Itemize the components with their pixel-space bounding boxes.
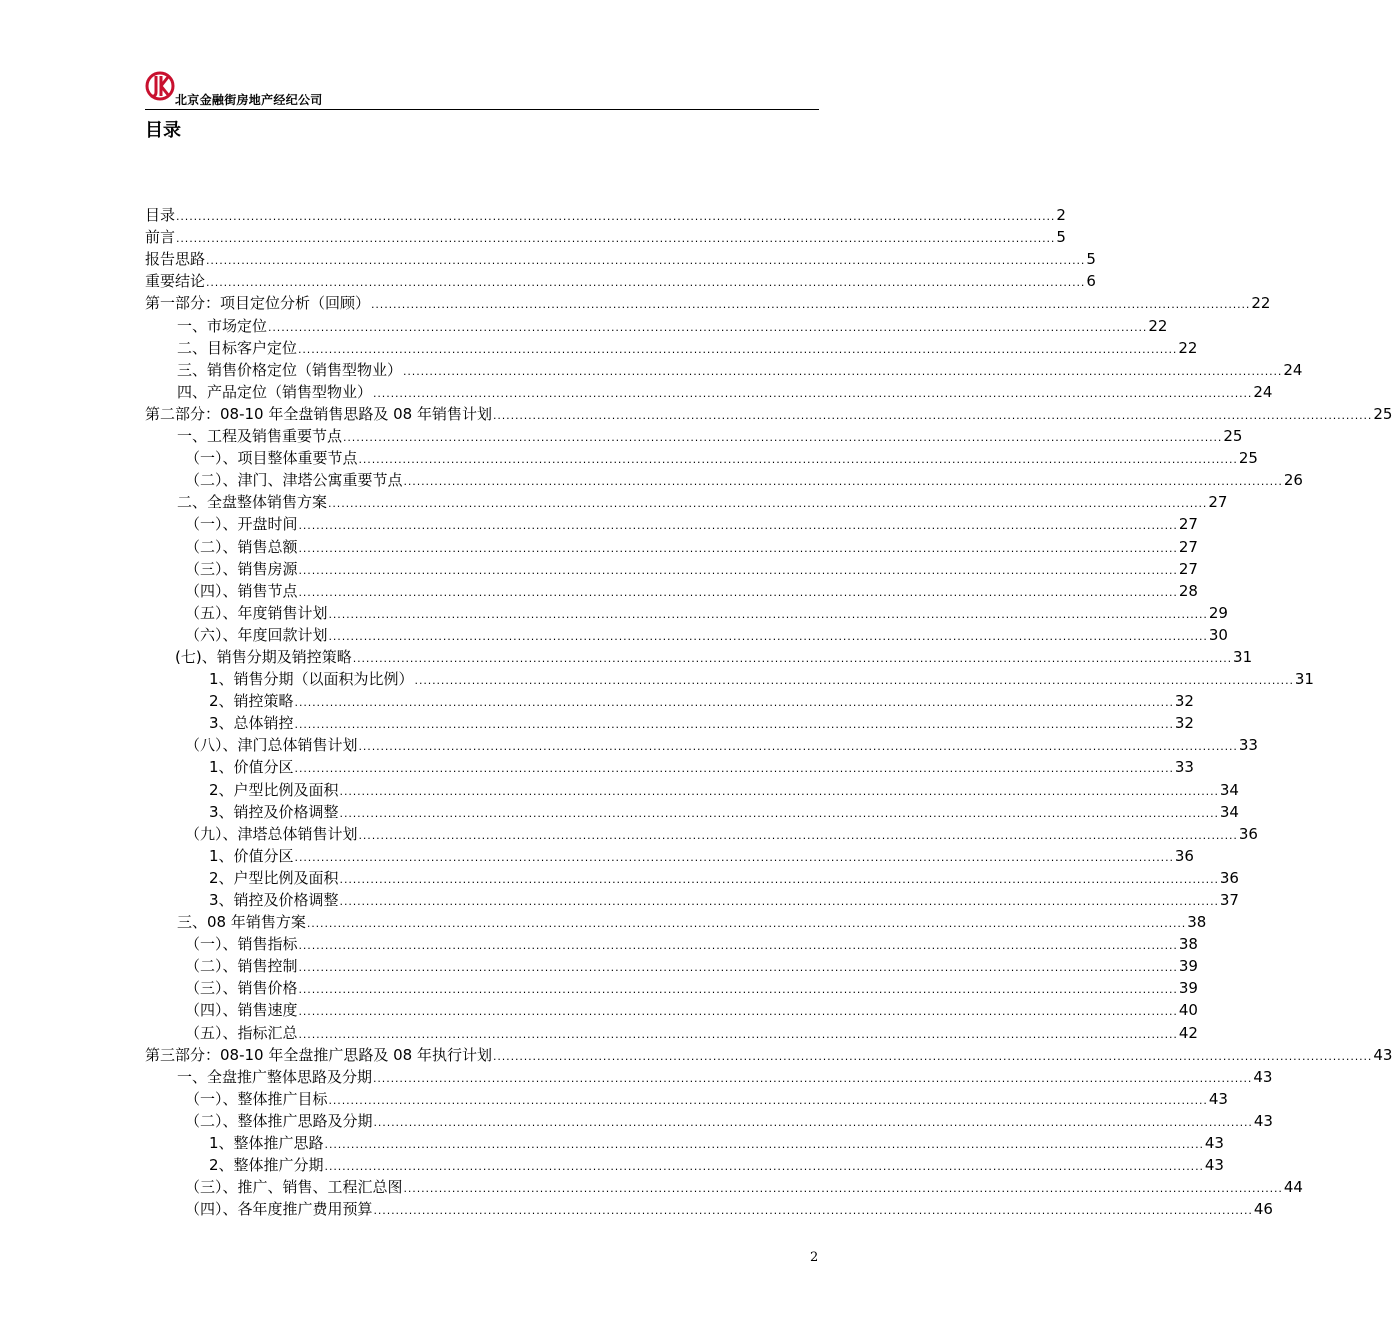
toc-entry[interactable] [145,1109,1273,1131]
toc-leader-dots: ........................................................................................................................................................................................................ [339,895,1219,908]
toc-leader-dots: ........................................................................................................................................................................................................ [324,1138,1204,1152]
toc-entry-page: 27 [1208,493,1228,512]
toc-leader-dots: ........................................................................................................................................................................................................ [294,696,1174,710]
toc-leader-dots: ........................................................................................................................................................................................................ [358,828,1238,842]
toc-entry-label: （四）、销售速度 [185,1001,298,1020]
toc-entry-label: 3、销控及价格调整 [209,891,339,909]
toc-entry-label: （三）、销售房源 [185,559,298,578]
toc-entry-page: 24 [1253,382,1273,401]
toc-leader-dots: ........................................................................................................................................................................................................ [492,1049,1373,1063]
toc-entry[interactable] [145,446,1258,468]
toc-entry-page: 38 [1178,935,1198,954]
table-of-contents [145,203,1392,1219]
toc-entry-label: (七)、销售分期及销控策略 [175,647,352,666]
toc-entry-page: 44 [1283,1178,1303,1197]
toc-entry-page: 37 [1219,891,1239,909]
toc-entry[interactable] [145,1043,1392,1065]
toc-entry-page: 43 [1253,1067,1273,1086]
toc-entry-label: 前言 [145,228,176,247]
toc-leader-dots: ........................................................................................................................................................................................................ [298,1027,1178,1041]
toc-entry-label: 目录 [145,206,176,225]
toc-leader-dots: ........................................................................................................................................................................................................ [298,1005,1178,1019]
toc-entry-page: 32 [1174,714,1194,733]
toc-leader-dots: ........................................................................................................................................................................................................ [328,497,1208,511]
toc-leader-dots: ........................................................................................................................................................................................................ [298,541,1178,555]
toc-entry-label: 3、总体销控 [209,714,294,733]
toc-entry-label: 一、工程及销售重要节点 [177,427,343,446]
toc-entry-label: 3、销控及价格调整 [209,802,339,821]
toc-leader-dots: ........................................................................................................................................................................................................ [206,276,1086,290]
toc-leader-dots: ........................................................................................................................................................................................................ [339,872,1219,886]
toc-entry-label: 重要结论 [145,272,206,291]
toc-entry[interactable] [145,976,1198,998]
toc-entry[interactable] [145,225,1066,247]
toc-entry[interactable] [145,203,1066,225]
toc-entry-label: （一）、销售指标 [185,935,298,954]
toc-entry-label: 1、整体推广思路 [209,1134,324,1153]
toc-entry[interactable] [145,755,1194,777]
toc-entry-page: 39 [1178,957,1198,976]
toc-entry-page: 38 [1187,913,1207,932]
toc-entry[interactable] [145,424,1243,446]
header-rule [145,109,819,110]
toc-entry[interactable] [145,336,1198,358]
toc-leader-dots: ........................................................................................................................................................................................................ [176,210,1056,224]
toc-entry[interactable] [145,601,1228,623]
toc-entry[interactable] [145,888,1239,910]
toc-entry[interactable] [145,623,1228,645]
toc-entry-page: 24 [1283,360,1303,379]
toc-entry[interactable] [145,711,1194,733]
toc-leader-dots: ........................................................................................................................................................................................................ [328,1093,1208,1107]
toc-leader-dots: ........................................................................................................................................................................................................ [403,1182,1283,1196]
toc-entry[interactable] [145,998,1198,1020]
toc-leader-dots: ........................................................................................................................................................................................................ [352,651,1233,665]
toc-entry-page: 32 [1174,692,1194,711]
toc-entry[interactable] [145,1131,1224,1153]
toc-entry[interactable] [145,645,1253,667]
toc-leader-dots: ........................................................................................................................................................................................................ [294,762,1174,776]
toc-entry[interactable] [145,800,1239,822]
toc-entry-label: （一）、开盘时间 [185,515,298,534]
toc-leader-dots: ........................................................................................................................................................................................................ [298,342,1178,356]
toc-entry[interactable] [145,534,1198,556]
toc-entry-page: 36 [1219,868,1239,887]
toc-entry-label: （二）、整体推广思路及分期 [185,1111,373,1130]
toc-entry-page: 27 [1178,515,1198,534]
toc-leader-dots: ........................................................................................................................................................................................................ [358,453,1238,467]
toc-entry-page: 43 [1253,1111,1273,1130]
toc-entry-page: 46 [1253,1200,1273,1219]
toc-entry[interactable] [145,557,1198,579]
toc-leader-dots: ........................................................................................................................................................................................................ [298,939,1178,953]
toc-entry[interactable] [145,313,1168,335]
toc-entry-label: 四、产品定位（销售型物业） [177,382,373,401]
page-number: 2 [810,1250,819,1265]
toc-entry-page: 25 [1223,427,1243,446]
toc-entry-label: 2、户型比例及面积 [209,868,339,887]
toc-entry[interactable] [145,402,1392,424]
toc-entry-label: 二、目标客户定位 [177,338,298,357]
toc-entry-label: 第三部分：08-10 年全盘推广思路及 08 年执行计划 [145,1045,492,1064]
toc-entry-page: 26 [1283,471,1303,490]
toc-entry-label: （六）、年度回款计划 [185,625,328,644]
toc-entry[interactable] [145,1087,1228,1109]
toc-entry[interactable] [145,579,1198,601]
toc-leader-dots: ........................................................................................................................................................................................................ [298,519,1178,533]
toc-entry-label: （八）、津门总体销售计划 [185,736,358,755]
toc-leader-dots: ........................................................................................................................................................................................................ [298,983,1178,997]
toc-entry-label: 1、价值分区 [209,758,294,777]
company-name: 北京金融街房地产经纪公司 [175,93,323,107]
toc-entry-label: （五）、指标汇总 [185,1023,298,1042]
toc-entry-label: 第一部分：项目定位分析（回顾） [145,294,371,313]
toc-leader-dots: ........................................................................................................................................................................................................ [324,1160,1204,1174]
toc-entry-page: 43 [1204,1156,1224,1175]
toc-entry-page: 43 [1204,1134,1224,1153]
toc-entry-label: （四）、各年度推广费用预算 [185,1200,373,1219]
toc-entry[interactable] [145,1020,1198,1042]
page-title: 目录 [145,120,181,141]
toc-entry-page: 40 [1178,1001,1198,1020]
toc-entry-page: 22 [1148,316,1168,335]
toc-entry-page: 34 [1219,802,1239,821]
toc-entry-page: 28 [1178,581,1198,600]
toc-entry-label: 1、销售分期（以面积为比例） [209,670,414,689]
toc-entry-label: （二）、销售总额 [185,537,298,556]
toc-leader-dots: ........................................................................................................................................................................................................ [403,364,1283,378]
toc-entry[interactable] [145,1153,1224,1175]
toc-entry-label: 1、价值分区 [209,846,294,865]
toc-leader-dots: ........................................................................................................................................................................................................ [298,961,1178,975]
toc-leader-dots: ........................................................................................................................................................................................................ [371,298,1251,312]
toc-entry[interactable] [145,468,1303,490]
toc-leader-dots: ........................................................................................................................................................................................................ [492,408,1373,422]
toc-leader-dots: ........................................................................................................................................................................................................ [414,674,1294,688]
toc-leader-dots: ........................................................................................................................................................................................................ [358,740,1238,754]
toc-entry-page: 27 [1178,559,1198,578]
toc-leader-dots: ........................................................................................................................................................................................................ [403,475,1283,489]
toc-leader-dots: ........................................................................................................................................................................................................ [176,232,1056,246]
toc-entry-label: 2、销控策略 [209,692,294,711]
toc-entry[interactable] [145,1197,1273,1219]
toc-leader-dots: ........................................................................................................................................................................................................ [373,1204,1253,1218]
toc-leader-dots: ........................................................................................................................................................................................................ [294,850,1174,864]
toc-entry[interactable] [145,866,1239,888]
toc-entry-page: 31 [1294,670,1314,689]
toc-entry-label: 三、08 年销售方案 [177,913,306,932]
toc-entry-label: 三、销售价格定位（销售型物业） [177,360,403,379]
toc-entry-label: 二、全盘整体销售方案 [177,493,328,512]
toc-entry-label: （三）、推广、销售、工程汇总图 [185,1178,403,1197]
toc-leader-dots: ........................................................................................................................................................................................................ [306,917,1187,931]
toc-leader-dots: ........................................................................................................................................................................................................ [373,1115,1253,1129]
toc-leader-dots: ........................................................................................................................................................................................................ [339,806,1219,820]
toc-entry-label: （四）、销售节点 [185,581,298,600]
page-header [145,66,819,110]
toc-entry[interactable] [145,1065,1273,1087]
toc-entry[interactable] [145,490,1228,512]
toc-entry[interactable] [145,380,1273,402]
toc-entry-page: 31 [1233,647,1253,666]
toc-entry-label: 2、户型比例及面积 [209,780,339,799]
toc-entry-page: 42 [1178,1023,1198,1042]
toc-leader-dots: ........................................................................................................................................................................................................ [373,386,1253,400]
toc-entry-page: 22 [1251,294,1271,313]
toc-entry[interactable] [145,291,1271,313]
toc-entry-page: 36 [1238,824,1258,843]
toc-leader-dots: ........................................................................................................................................................................................................ [268,320,1148,334]
toc-entry-page: 36 [1174,846,1194,865]
toc-entry-page: 34 [1219,780,1239,799]
toc-entry-page: 30 [1208,625,1228,644]
toc-leader-dots: ........................................................................................................................................................................................................ [373,1071,1253,1085]
toc-entry[interactable] [145,667,1314,689]
toc-entry-page: 25 [1373,404,1392,423]
toc-entry-page: 33 [1174,758,1194,777]
toc-entry-page: 29 [1208,603,1228,622]
toc-entry-page: 5 [1086,250,1096,269]
toc-entry-page: 22 [1178,338,1198,357]
toc-entry-label: 2、整体推广分期 [209,1156,324,1175]
toc-entry[interactable] [145,777,1239,799]
toc-leader-dots: ........................................................................................................................................................................................................ [328,629,1208,643]
toc-entry-page: 2 [1056,206,1066,225]
toc-entry-label: （二）、津门、津塔公寓重要节点 [185,471,403,490]
toc-leader-dots: ........................................................................................................................................................................................................ [294,718,1174,732]
toc-leader-dots: ........................................................................................................................................................................................................ [298,563,1178,577]
toc-entry-label: （一）、项目整体重要节点 [185,449,358,468]
toc-entry-label: 一、市场定位 [177,316,268,335]
toc-leader-dots: ........................................................................................................................................................................................................ [298,585,1178,599]
toc-entry-label: 报告思路 [145,250,206,269]
toc-leader-dots: ........................................................................................................................................................................................................ [339,784,1219,798]
toc-entry[interactable] [145,269,1096,291]
toc-entry[interactable] [145,733,1258,755]
toc-entry-label: （三）、销售价格 [185,979,298,998]
toc-entry-page: 27 [1178,537,1198,556]
toc-entry[interactable] [145,247,1096,269]
toc-entry[interactable] [145,689,1194,711]
toc-entry[interactable] [145,932,1198,954]
toc-entry-label: （一）、整体推广目标 [185,1089,328,1108]
toc-entry-page: 43 [1208,1089,1228,1108]
toc-entry-label: 一、全盘推广整体思路及分期 [177,1067,373,1086]
toc-entry[interactable] [145,1175,1303,1197]
toc-entry[interactable] [145,844,1194,866]
toc-leader-dots: ........................................................................................................................................................................................................ [343,431,1223,445]
toc-entry-label: （二）、销售控制 [185,957,298,976]
toc-entry-page: 43 [1373,1045,1392,1064]
toc-entry[interactable] [145,512,1198,534]
toc-entry[interactable] [145,954,1198,976]
toc-entry-page: 25 [1238,449,1258,468]
toc-entry[interactable] [145,822,1258,844]
toc-entry-page: 39 [1178,979,1198,998]
toc-entry-page: 5 [1056,228,1066,247]
toc-entry[interactable] [145,910,1207,932]
toc-entry-page: 6 [1086,272,1096,291]
company-logo-icon [145,68,175,104]
toc-entry[interactable] [145,358,1303,380]
toc-entry-label: （九）、津塔总体销售计划 [185,824,358,843]
toc-entry-label: （五）、年度销售计划 [185,603,328,622]
toc-entry-label: 第二部分：08-10 年全盘销售思路及 08 年销售计划 [145,404,492,423]
toc-leader-dots: ........................................................................................................................................................................................................ [206,254,1086,268]
toc-leader-dots: ........................................................................................................................................................................................................ [328,607,1208,621]
toc-entry-page: 33 [1238,736,1258,755]
